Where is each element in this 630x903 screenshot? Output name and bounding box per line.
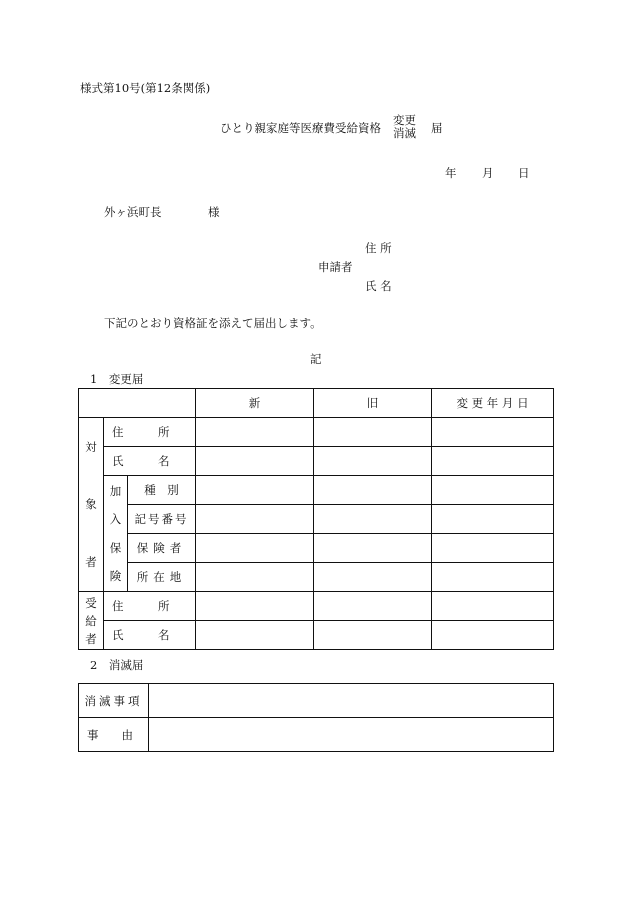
input-cell[interactable] xyxy=(314,476,432,505)
header-date-cell xyxy=(432,389,554,418)
row-label-cell xyxy=(104,621,196,650)
group-recipient-char: 受 xyxy=(85,595,97,610)
table-row xyxy=(79,476,554,505)
row-insurance-insurer: 保険者 xyxy=(136,541,187,555)
row-label-cell xyxy=(104,447,196,476)
change-table xyxy=(78,388,554,650)
input-cell[interactable] xyxy=(314,621,432,650)
input-cell[interactable] xyxy=(149,718,554,752)
input-cell[interactable] xyxy=(196,418,314,447)
input-cell[interactable] xyxy=(149,684,554,718)
form-title: ひとり親家庭等医療費受給資格 xyxy=(220,121,381,135)
input-cell[interactable] xyxy=(432,505,554,534)
cancel-table xyxy=(78,683,554,752)
table-row xyxy=(79,534,554,563)
row-label-cell xyxy=(128,563,196,592)
row-label-cell xyxy=(79,684,149,718)
table-row xyxy=(79,684,554,718)
input-cell[interactable] xyxy=(432,592,554,621)
group-recipient-cell xyxy=(79,592,104,650)
table-row xyxy=(79,447,554,476)
input-cell[interactable] xyxy=(432,476,554,505)
group-insurance-char: 険 xyxy=(109,569,122,584)
row-insurance-symbol: 記号番号 xyxy=(134,512,189,526)
addressee-name: 外ヶ浜町長 xyxy=(104,205,162,219)
date-year: 年 xyxy=(445,166,457,180)
group-target-char: 者 xyxy=(85,554,97,569)
date-day: 日 xyxy=(518,166,530,180)
record-label: 記 xyxy=(310,352,322,366)
row-cancel-reason: 事 由 xyxy=(87,727,133,742)
table-row xyxy=(79,621,554,650)
input-cell[interactable] xyxy=(432,621,554,650)
section2-heading: 2 消滅届 xyxy=(90,658,144,672)
row-insurance-location: 所在地 xyxy=(136,570,187,584)
input-cell[interactable] xyxy=(196,505,314,534)
row-label-cell xyxy=(104,418,196,447)
row-cancel-item: 消滅事項 xyxy=(84,693,143,708)
input-cell[interactable] xyxy=(432,563,554,592)
form-number: 様式第10号(第12条関係) xyxy=(80,81,211,95)
group-target-char: 対 xyxy=(85,440,97,455)
header-new-cell xyxy=(196,389,314,418)
input-cell[interactable] xyxy=(432,534,554,563)
table-row xyxy=(79,505,554,534)
input-cell[interactable] xyxy=(314,534,432,563)
applicant-name-label: 氏 名 xyxy=(365,279,392,293)
input-cell[interactable] xyxy=(196,563,314,592)
applicant-label: 申請者 xyxy=(318,260,353,274)
group-target xyxy=(79,419,103,591)
table-row xyxy=(79,563,554,592)
section1-heading: 1 変更届 xyxy=(90,372,144,386)
addressee-honorific: 様 xyxy=(208,205,220,219)
input-cell[interactable] xyxy=(196,447,314,476)
header-blank-cell xyxy=(79,389,196,418)
header-old-cell xyxy=(314,389,432,418)
input-cell[interactable] xyxy=(196,534,314,563)
group-insurance-char: 保 xyxy=(109,540,122,555)
input-cell[interactable] xyxy=(196,476,314,505)
input-cell[interactable] xyxy=(196,592,314,621)
input-cell[interactable] xyxy=(314,447,432,476)
input-cell[interactable] xyxy=(314,418,432,447)
header-new: 新 xyxy=(248,396,261,410)
group-insurance-cell xyxy=(104,476,128,592)
group-target-char: 象 xyxy=(85,497,97,512)
table-header-row xyxy=(79,389,554,418)
row-target-name: 氏 名 xyxy=(112,454,170,468)
group-insurance-char: 加 xyxy=(109,483,122,498)
header-old: 旧 xyxy=(366,396,379,410)
input-cell[interactable] xyxy=(314,563,432,592)
row-label-cell xyxy=(79,718,149,752)
group-recipient-char: 者 xyxy=(85,631,97,646)
input-cell[interactable] xyxy=(196,621,314,650)
input-cell[interactable] xyxy=(432,447,554,476)
row-label-cell xyxy=(128,534,196,563)
table-row xyxy=(79,718,554,752)
row-label-cell xyxy=(128,505,196,534)
group-insurance xyxy=(104,477,127,591)
row-recipient-name: 氏 名 xyxy=(112,628,170,642)
row-label-cell xyxy=(128,476,196,505)
group-insurance-char: 入 xyxy=(109,512,122,527)
applicant-address-label: 住 所 xyxy=(365,241,392,255)
title-option-change: 変更 xyxy=(393,113,416,127)
date-month: 月 xyxy=(482,166,494,180)
row-label-cell xyxy=(104,592,196,621)
table-row xyxy=(79,592,554,621)
title-suffix: 届 xyxy=(431,121,443,135)
title-option-cancel: 消滅 xyxy=(393,126,416,141)
statement: 下記のとおり資格証を添えて届出します。 xyxy=(104,316,322,330)
group-target-cell xyxy=(79,418,104,592)
input-cell[interactable] xyxy=(314,505,432,534)
group-recipient-char: 給 xyxy=(85,613,97,628)
row-insurance-type: 種 別 xyxy=(144,483,179,497)
row-recipient-address: 住 所 xyxy=(112,599,170,613)
title-options xyxy=(393,114,416,140)
input-cell[interactable] xyxy=(314,592,432,621)
table-row xyxy=(79,418,554,447)
row-target-address: 住 所 xyxy=(112,425,170,439)
group-recipient xyxy=(79,593,103,649)
header-change-date: 変 更 年 月 日 xyxy=(456,396,529,410)
input-cell[interactable] xyxy=(432,418,554,447)
